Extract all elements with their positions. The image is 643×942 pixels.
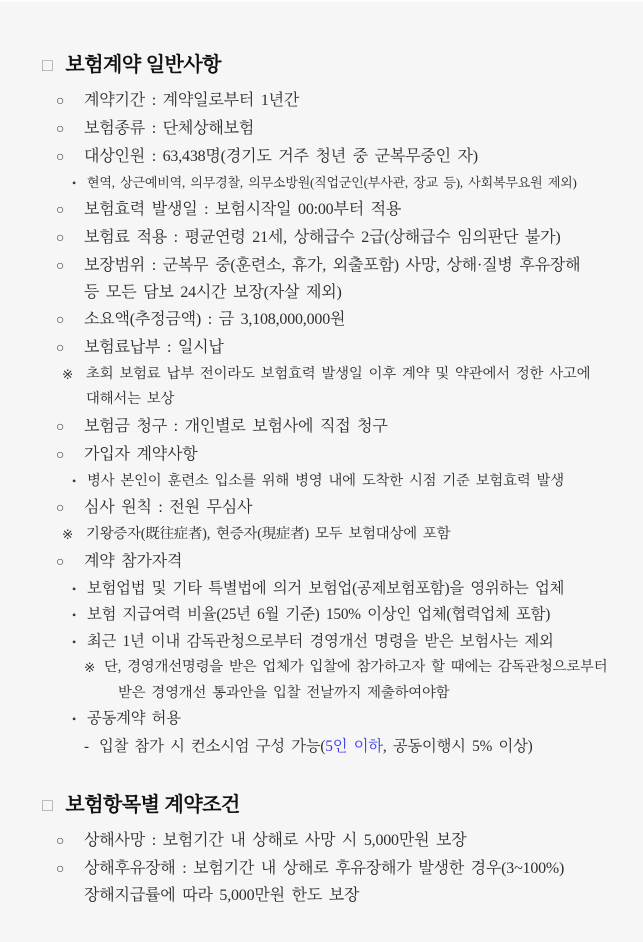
- list-item: [62, 362, 629, 413]
- list-item: [56, 827, 629, 855]
- circle-bullet-icon: ○: [56, 447, 65, 463]
- list-item: [72, 469, 629, 495]
- list-item: [56, 855, 629, 909]
- list-item: [56, 548, 629, 576]
- item-text: 최근 1년 이내 감독관청으로부터 경영개선 명령을 받은 보험사는 제외: [87, 632, 554, 650]
- circle-bullet-icon: ○: [56, 150, 65, 165]
- item-text: [104, 655, 629, 706]
- section-heading-text: 보험항목별 계약조건: [65, 793, 240, 816]
- dash-bullet-icon: -: [84, 737, 89, 755]
- item-text: [84, 855, 629, 909]
- item-text: 공동계약 허용: [87, 710, 181, 727]
- text-line: 등 모든 담보 24시간 보장(자살 제외): [84, 283, 342, 301]
- circle-bullet-icon: ○: [56, 94, 65, 109]
- square-marker-icon: □: [42, 794, 53, 815]
- list-item: [56, 252, 629, 306]
- list-item: [84, 655, 629, 706]
- circle-bullet-icon: ○: [56, 258, 65, 274]
- list-item: [56, 334, 629, 362]
- dot-bullet-icon: •: [72, 634, 77, 649]
- text-line: 대해서는 보상: [86, 391, 175, 407]
- reference-mark-icon: ※: [62, 527, 74, 542]
- item-text: [86, 362, 629, 413]
- item-text: 보험료납부 : 일시납: [84, 338, 224, 356]
- list-item: [72, 602, 629, 629]
- item-text: 계약기간 : 계약일로부터 1년간: [84, 92, 300, 109]
- document: [0, 2, 643, 909]
- reference-mark-icon: ※: [62, 366, 74, 382]
- item-text: 병사 본인이 훈련소 입소를 위해 병영 내에 도착한 시점 기준 보험효력 발생: [87, 472, 564, 489]
- item-text: 대상인원 : 63,438명(경기도 거주 청년 중 군복무중인 자): [84, 148, 478, 165]
- text-line: 초회 보험료 납부 전이라도 보험효력 발생일 이후 계약 및 약관에서 정한 사고에: [86, 365, 591, 382]
- list-item: [56, 87, 629, 115]
- list-item: [84, 733, 629, 760]
- circle-bullet-icon: ○: [56, 833, 65, 849]
- list-item: [56, 196, 629, 224]
- item-text: 보험효력 발생일 : 보험시작일 00:00부터 적용: [84, 200, 402, 218]
- list-item: [56, 115, 629, 143]
- item-text: 보험금 청구 : 개인별로 보험사에 직접 청구: [84, 417, 388, 435]
- list-item: [56, 413, 629, 441]
- item-text: 보험료 적용 : 평균연령 21세, 상해급수 2급(상해급수 임의판단 불가): [84, 228, 561, 246]
- dot-bullet-icon: •: [72, 608, 77, 622]
- circle-bullet-icon: ○: [56, 554, 65, 570]
- circle-bullet-icon: ○: [56, 501, 65, 516]
- dot-bullet-icon: •: [72, 712, 77, 726]
- dot-bullet-icon: •: [72, 581, 77, 596]
- section-heading-text: 보험계약 일반사항: [65, 54, 221, 76]
- item-text: 입찰 참가 시 컨소시엄 구성 가능(5인 이하, 공동이행시 5% 이상): [99, 737, 533, 755]
- circle-bullet-icon: ○: [56, 340, 65, 356]
- reference-mark-icon: ※: [84, 660, 96, 675]
- item-text: 심사 원칙 : 전원 무심사: [84, 499, 253, 516]
- item-text: 현역, 상근예비역, 의무경찰, 의무소방원(직업군인(부사관, 장교 등), 사회복무요원 제외): [87, 175, 577, 190]
- item-text: 상해사망 : 보험기간 내 상해로 사망 시 5,000만원 보장: [84, 831, 467, 849]
- item-text: 보험종류 : 단체상해보험: [84, 120, 255, 137]
- circle-bullet-icon: ○: [56, 202, 65, 218]
- item-text: 기왕증자(既往症者), 현증자(現症者) 모두 보험대상에 포함: [86, 526, 451, 542]
- text-line: 받은 경영개선 통과안을 입찰 전날까지 제출하여야함: [118, 684, 450, 701]
- item-text: [84, 252, 629, 306]
- section-heading: [42, 50, 629, 80]
- list-item: [56, 494, 629, 522]
- highlighted-text: 5인 이하: [325, 737, 383, 755]
- circle-bullet-icon: ○: [56, 419, 65, 435]
- section: [42, 790, 629, 909]
- item-text: 계약 참가자격: [84, 552, 183, 570]
- list-item: [72, 629, 629, 656]
- list-item: [62, 522, 629, 548]
- list-item: [56, 441, 629, 469]
- square-marker-icon: □: [42, 55, 53, 75]
- text-line: 보장범위 : 군복무 중(훈련소, 휴가, 외출포함) 사망, 상해·질병 후유장해: [84, 256, 581, 274]
- circle-bullet-icon: ○: [56, 230, 65, 246]
- item-text: 가입자 계약사항: [84, 445, 198, 463]
- section: [42, 50, 629, 760]
- circle-bullet-icon: ○: [56, 312, 65, 328]
- list-item: [72, 171, 629, 196]
- list-item: [72, 576, 629, 603]
- item-text: 보험업법 및 기타 특별법에 의거 보험업(공제보험포함)을 영위하는 업체: [87, 579, 565, 597]
- section-heading: [42, 790, 629, 820]
- text-line: 장해지급률에 따라 5,000만원 한도 보장: [84, 886, 360, 904]
- list-item: [56, 306, 629, 334]
- text-line: 상해후유장해 : 보험기간 내 상해로 후유장해가 발생한 경우(3~100%): [84, 859, 565, 877]
- dot-bullet-icon: •: [72, 176, 77, 190]
- dot-bullet-icon: •: [72, 473, 77, 488]
- list-item: [72, 706, 629, 733]
- circle-bullet-icon: ○: [56, 861, 65, 877]
- item-text: 소요액(추정금액) : 금 3,108,000,000원: [84, 310, 346, 328]
- item-text: 보험 지급여력 비율(25년 6월 기준) 150% 이상인 업체(협력업체 포함): [87, 606, 551, 623]
- list-item: [56, 224, 629, 252]
- list-item: [56, 143, 629, 171]
- text-line: 단, 경영개선명령을 받은 업체가 입찰에 참가하고자 할 때에는 감독관청으로부터: [104, 659, 608, 675]
- circle-bullet-icon: ○: [56, 122, 65, 137]
